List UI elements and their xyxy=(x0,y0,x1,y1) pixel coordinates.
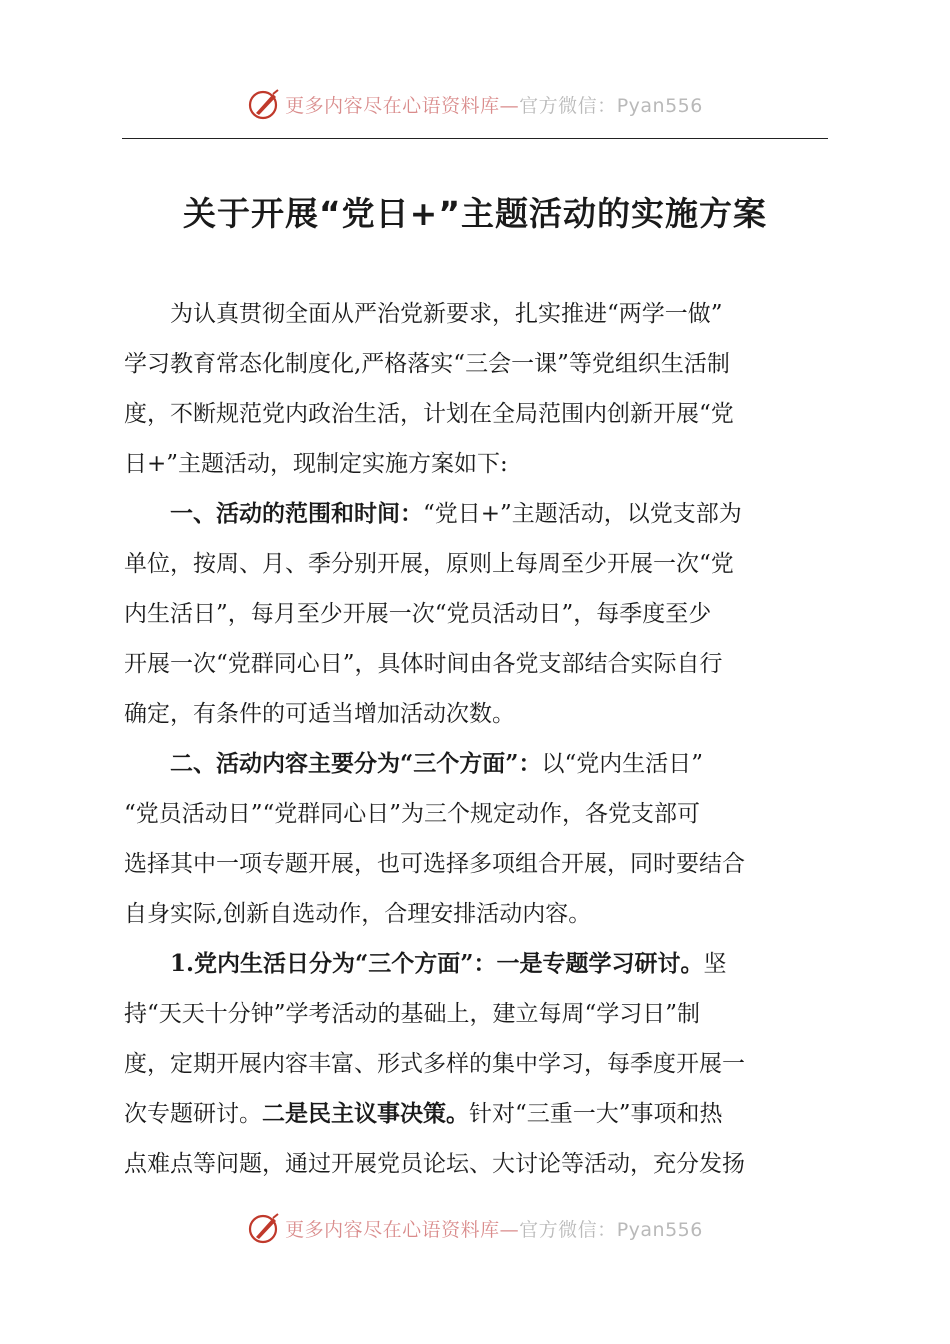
text-segment: 度，定期开展内容丰富、形式多样的集中学习，每季度开展一 xyxy=(124,1051,745,1077)
text-line xyxy=(124,1139,826,1189)
footer-watermark-banner xyxy=(0,1208,950,1248)
document-body xyxy=(124,289,826,1189)
text-line xyxy=(124,639,826,689)
text-segment: 为认真贯彻全面从严治党新要求，扎实推进“两学一做” xyxy=(124,301,723,327)
text-segment: 自身实际,创新自选动作，合理安排活动内容。 xyxy=(124,901,592,927)
text-line xyxy=(124,439,826,489)
text-line xyxy=(124,539,826,589)
text-segment: “党日+”主题活动，以党支部为 xyxy=(423,501,742,527)
text-line xyxy=(124,339,826,389)
text-segment: 日+”主题活动，现制定实施方案如下: xyxy=(124,451,508,477)
text-line xyxy=(124,739,826,789)
text-segment: 度，不断规范党内政治生活，计划在全局范围内创新开展“党 xyxy=(124,401,734,427)
text-segment: 点难点等问题，通过开展党员论坛、大讨论等活动，充分发扬 xyxy=(124,1151,745,1177)
text-segment: 次专题研讨。 xyxy=(124,1101,262,1127)
header-divider xyxy=(122,138,828,139)
text-line xyxy=(124,789,826,839)
text-segment: 选择其中一项专题开展，也可选择多项组合开展，同时要结合 xyxy=(124,851,745,877)
text-line xyxy=(124,889,826,939)
banner-text: 更多内容尽在心语资料库—官方微信：Pyan556 xyxy=(285,1218,703,1241)
text-segment: 开展一次“党群同心日”，具体时间由各党支部结合实际自行 xyxy=(124,651,723,677)
text-line xyxy=(124,489,826,539)
text-line xyxy=(124,1039,826,1089)
text-line xyxy=(124,689,826,739)
bold-text-segment: 一、活动的范围和时间： xyxy=(124,500,423,527)
text-segment: “党员活动日”“党群同心日”为三个规定动作，各党支部可 xyxy=(124,801,701,827)
text-segment: 单位，按周、月、季分别开展，原则上每周至少开展一次“党 xyxy=(124,551,734,577)
quill-logo-icon xyxy=(247,1211,281,1245)
bold-text-segment: 二、活动内容主要分为“三个方面”： xyxy=(124,750,542,777)
text-segment: 以“党内生活日” xyxy=(541,751,703,777)
text-segment: 坚 xyxy=(703,951,727,977)
text-line xyxy=(124,939,826,989)
text-line xyxy=(124,389,826,439)
header-watermark-banner xyxy=(0,84,950,124)
bold-text-segment: 二是民主议事决策。 xyxy=(262,1100,469,1127)
text-line xyxy=(124,289,826,339)
text-segment: 内生活日”，每月至少开展一次“党员活动日”，每季度至少 xyxy=(124,601,712,627)
text-segment: 针对“三重一大”事项和热 xyxy=(469,1101,723,1127)
text-line xyxy=(124,839,826,889)
text-line xyxy=(124,989,826,1039)
banner-text: 更多内容尽在心语资料库—官方微信：Pyan556 xyxy=(285,94,703,117)
text-line xyxy=(124,1089,826,1139)
quill-logo-icon xyxy=(247,87,281,121)
text-segment: 确定，有条件的可适当增加活动次数。 xyxy=(124,701,515,727)
text-segment: 持“天天十分钟”学考活动的基础上，建立每周“学习日”制 xyxy=(124,1001,701,1027)
text-line xyxy=(124,589,826,639)
text-segment: 学习教育常态化制度化,严格落实“三会一课”等党组织生活制 xyxy=(124,351,730,377)
bold-text-segment: 1.党内生活日分为“三个方面”：一是专题学习研讨。 xyxy=(124,950,704,977)
document-title: 关于开展“党日+”主题活动的实施方案 xyxy=(182,194,768,233)
